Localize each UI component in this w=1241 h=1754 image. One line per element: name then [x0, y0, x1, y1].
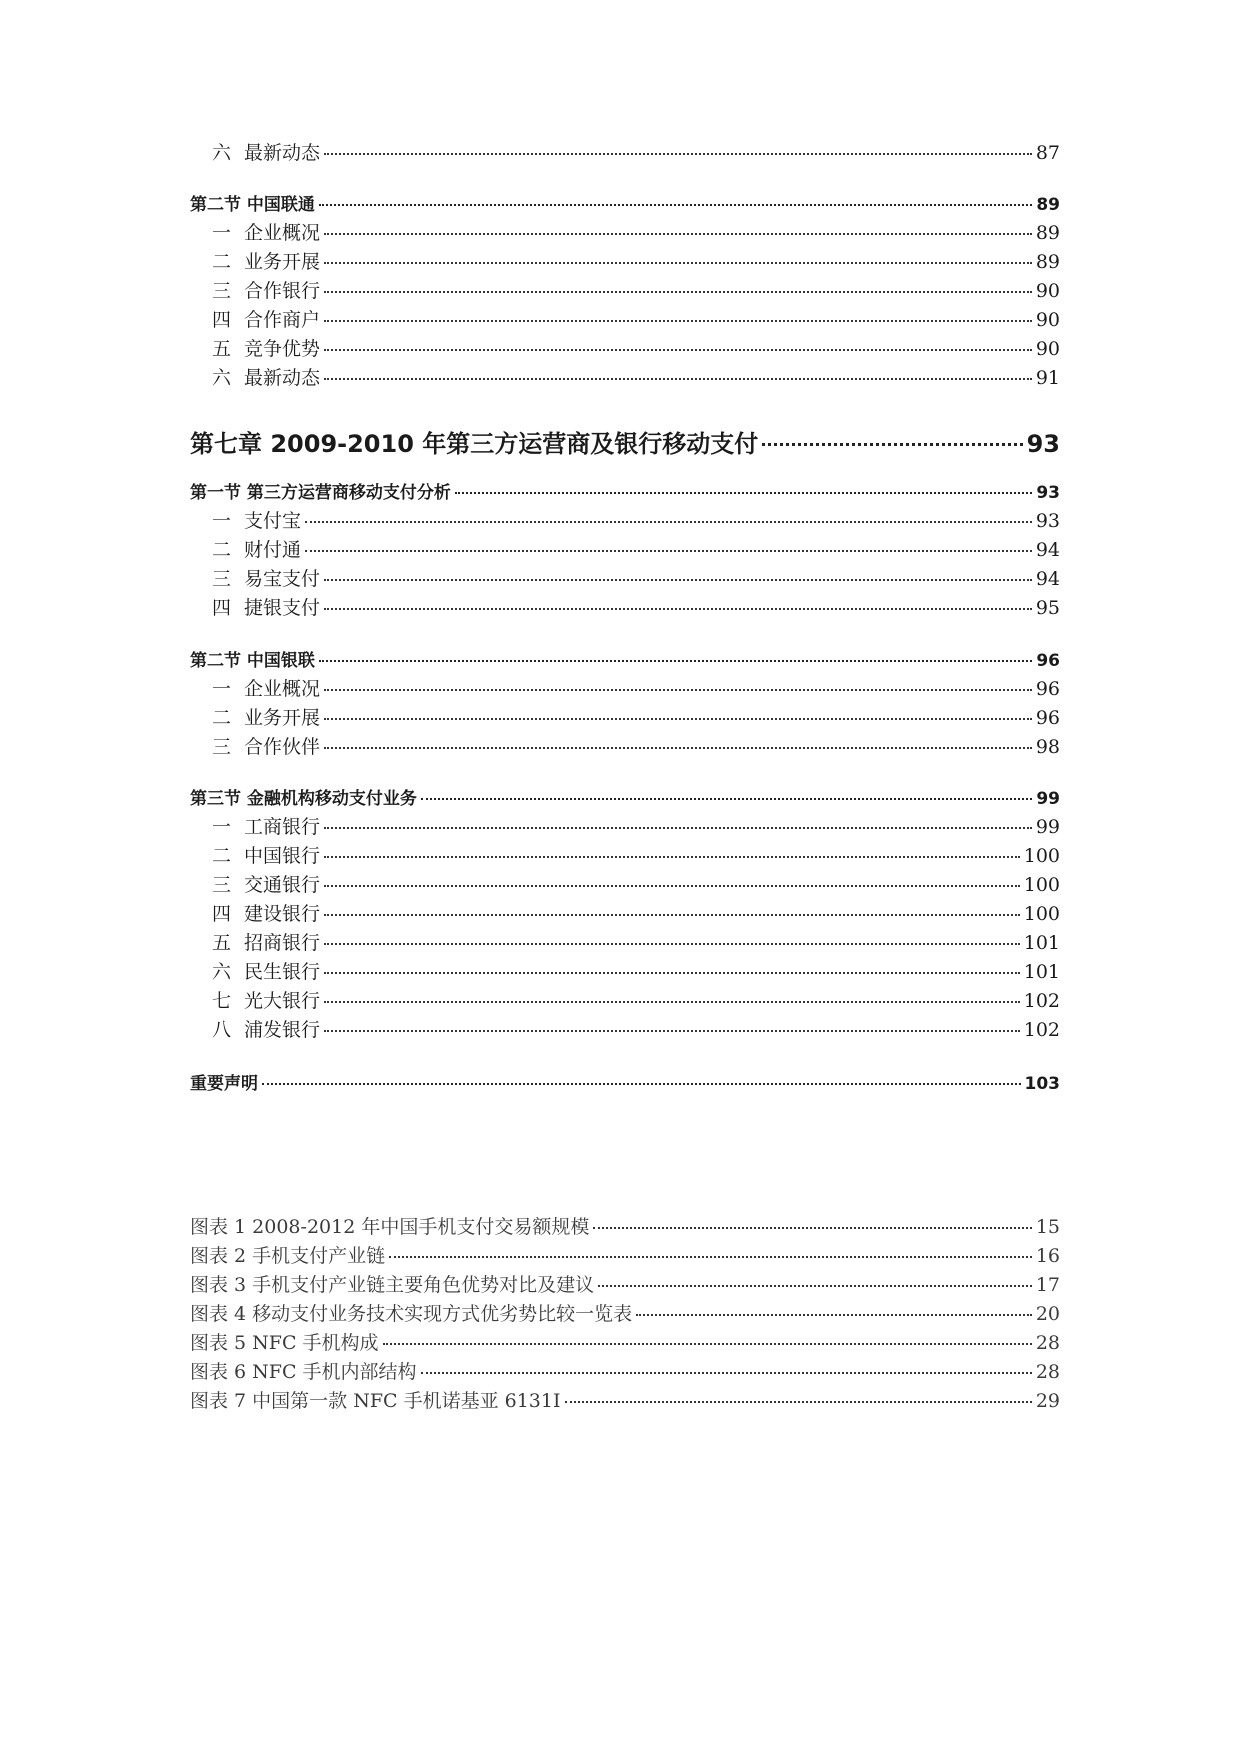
toc-page-number: 28: [1035, 1361, 1060, 1383]
toc-page-number: 17: [1035, 1274, 1060, 1296]
toc-section-label: 第二节 中国银联: [190, 651, 315, 671]
toc-entry-text: 光大银行: [244, 990, 321, 1012]
dot-leader: [324, 942, 1020, 945]
toc-entry[interactable]: [190, 276, 1060, 303]
toc-entry-label: [212, 812, 320, 839]
toc-entry-label: [212, 986, 320, 1013]
dot-leader: [762, 442, 1022, 446]
dot-leader: [421, 797, 1032, 800]
toc-entry-text: 工商银行: [244, 816, 321, 838]
dot-leader: [324, 826, 1032, 829]
toc-page-number: 94: [1035, 539, 1060, 561]
toc-page-number: 16: [1035, 1245, 1060, 1267]
toc-entry-label: [212, 305, 320, 332]
toc-entry-label: [212, 674, 320, 701]
toc-entry[interactable]: [190, 138, 1060, 165]
toc-entry-text: 捷银支付: [244, 597, 321, 619]
dot-leader: [324, 971, 1020, 974]
toc-entry[interactable]: [190, 247, 1060, 274]
toc-entry-text: 合作商户: [244, 309, 321, 331]
toc-entry-number: 五: [212, 338, 232, 360]
figure-entry[interactable]: [190, 1270, 1060, 1297]
toc-page-number: 95: [1035, 597, 1060, 619]
figure-entry[interactable]: [190, 1386, 1060, 1413]
toc-entry[interactable]: [190, 674, 1060, 701]
toc-entry[interactable]: [190, 986, 1060, 1013]
toc-entry[interactable]: [190, 218, 1060, 245]
dot-leader: [324, 855, 1020, 858]
toc-section-label: 第一节 第三方运营商移动支付分析: [190, 483, 451, 503]
toc-section[interactable]: [190, 784, 1060, 809]
toc-page-number: 90: [1035, 309, 1060, 331]
figure-entry[interactable]: [190, 1212, 1060, 1239]
toc-entry[interactable]: [190, 1015, 1060, 1042]
toc-page-number: 93: [1026, 430, 1060, 458]
toc-entry[interactable]: [190, 593, 1060, 620]
toc-entry[interactable]: [190, 334, 1060, 361]
toc-entry-number: 二: [212, 845, 232, 867]
toc-page-number: 102: [1023, 1019, 1060, 1041]
toc-chapter[interactable]: [190, 424, 1060, 459]
toc-entry-number: 一: [212, 510, 232, 532]
toc-entry-text: 最新动态: [244, 142, 321, 164]
toc-entry-label: [212, 506, 301, 533]
toc-entry-number: 一: [212, 816, 232, 838]
toc-page-number: 91: [1035, 367, 1060, 389]
toc-page-number: 99: [1035, 816, 1060, 838]
toc-entry-text: 企业概况: [244, 678, 321, 700]
toc-entry-label: [212, 928, 320, 955]
dot-leader: [324, 717, 1032, 720]
toc-page-number: 96: [1035, 707, 1060, 729]
toc-entry-text: 交通银行: [244, 874, 321, 896]
toc-entry-text: 建设银行: [244, 903, 321, 925]
toc-page-number: 87: [1035, 142, 1060, 164]
toc-entry-text: 民生银行: [244, 961, 321, 983]
dot-leader: [305, 520, 1032, 523]
toc-section[interactable]: [190, 478, 1060, 503]
toc-entry-text: 招商银行: [244, 932, 321, 954]
toc-entry-number: 三: [212, 280, 232, 302]
toc-section-label: 第二节 中国联通: [190, 195, 315, 215]
toc-entry-number: 七: [212, 990, 232, 1012]
toc-section[interactable]: [190, 190, 1060, 215]
dot-leader: [324, 1000, 1020, 1003]
toc-entry-label: [212, 334, 320, 361]
toc-entry-number: 四: [212, 597, 232, 619]
dot-leader: [455, 491, 1032, 494]
toc-section[interactable]: [190, 1069, 1060, 1094]
dot-leader: [421, 1371, 1032, 1374]
toc-page-number: 102: [1023, 990, 1060, 1012]
toc-entry-label: [212, 593, 320, 620]
dot-leader: [324, 348, 1032, 351]
toc-page-number: 100: [1023, 845, 1060, 867]
toc-entry-text: 最新动态: [244, 367, 321, 389]
toc-entry-number: 二: [212, 251, 232, 273]
toc-page-number: 90: [1035, 338, 1060, 360]
dot-leader: [305, 549, 1032, 552]
toc-entry-label: [212, 732, 320, 759]
toc-entry-number: 六: [212, 142, 232, 164]
toc-entry-number: 八: [212, 1019, 232, 1041]
dot-leader: [389, 1255, 1032, 1258]
toc-page-number: 99: [1036, 789, 1060, 809]
toc-entry[interactable]: [190, 363, 1060, 390]
toc-page-number: 20: [1035, 1303, 1060, 1325]
toc-entry-number: 三: [212, 874, 232, 896]
toc-section[interactable]: [190, 646, 1060, 671]
toc-entry-label: 图表 7 中国第一款 NFC 手机诺基亚 6131I: [190, 1390, 561, 1412]
dot-leader: [324, 746, 1032, 749]
toc-entry-label: [212, 841, 320, 868]
dot-leader: [324, 884, 1020, 887]
toc-entry-label: [212, 703, 320, 730]
toc-entry-number: 四: [212, 903, 232, 925]
toc-page-number: 101: [1023, 961, 1060, 983]
toc-page-number: 93: [1035, 510, 1060, 532]
toc-page-number: 89: [1035, 251, 1060, 273]
toc-page-number: 96: [1035, 678, 1060, 700]
toc-entry-number: 六: [212, 961, 232, 983]
dot-leader: [319, 659, 1032, 662]
toc-entry-label: [212, 276, 320, 303]
dot-leader: [324, 913, 1020, 916]
toc-page-number: 89: [1035, 222, 1060, 244]
figure-entry[interactable]: [190, 1357, 1060, 1384]
dot-leader: [324, 377, 1032, 380]
figure-entry[interactable]: [190, 1241, 1060, 1268]
toc-entry-number: 五: [212, 932, 232, 954]
dot-leader: [324, 688, 1032, 691]
toc-entry-label: [212, 957, 320, 984]
dot-leader: [383, 1342, 1032, 1345]
toc-entry-text: 支付宝: [244, 510, 302, 532]
toc-entry[interactable]: [190, 703, 1060, 730]
toc-entry-label: [212, 363, 320, 390]
dot-leader: [598, 1284, 1032, 1287]
figure-label: 图表 1 2008-2012 年中国手机支付交易额规模: [190, 1216, 590, 1238]
dot-leader: [636, 1313, 1032, 1316]
toc-entry-label: [212, 899, 320, 926]
toc-page-number: 100: [1023, 903, 1060, 925]
toc-entry-text: 竞争优势: [244, 338, 321, 360]
toc-entry-label: [212, 218, 320, 245]
toc-entry-number: 一: [212, 222, 232, 244]
toc-entry-label: [212, 138, 320, 165]
toc-entry[interactable]: [190, 535, 1060, 562]
toc-entry[interactable]: [190, 564, 1060, 591]
toc-page-number: 94: [1035, 568, 1060, 590]
toc-entry-text: 财付通: [244, 539, 302, 561]
toc-entry[interactable]: [190, 841, 1060, 868]
toc-entry-label: 图表 4 移动支付业务技术实现方式优劣势比较一览表: [190, 1303, 633, 1325]
toc-entry[interactable]: [190, 506, 1060, 533]
toc-entry-label: [212, 870, 320, 897]
toc-page-number: 29: [1035, 1390, 1060, 1412]
toc-entry-number: 三: [212, 568, 232, 590]
dot-leader: [324, 1029, 1020, 1032]
dot-leader: [262, 1082, 1021, 1085]
dot-leader: [324, 261, 1032, 264]
figure-entry[interactable]: [190, 1328, 1060, 1355]
toc-entry-label: 图表 3 手机支付产业链主要角色优势对比及建议: [190, 1274, 595, 1296]
toc-entry-text: 合作伙伴: [244, 736, 321, 758]
toc-entry-text: 浦发银行: [244, 1019, 321, 1041]
toc-entry-text: 合作银行: [244, 280, 321, 302]
toc-entry-label: 图表 5 NFC 手机构成: [190, 1332, 379, 1354]
toc-page-number: 100: [1023, 874, 1060, 896]
toc-entry-label: [212, 247, 320, 274]
figure-page-number: 15: [1035, 1216, 1060, 1238]
toc-entry-number: 一: [212, 678, 232, 700]
toc-entry[interactable]: [190, 870, 1060, 897]
toc-entry[interactable]: [190, 812, 1060, 839]
toc-entry[interactable]: [190, 928, 1060, 955]
toc-page-number: 101: [1023, 932, 1060, 954]
dot-leader: [324, 232, 1032, 235]
toc-entry-number: 三: [212, 736, 232, 758]
toc-entry-text: 业务开展: [244, 251, 321, 273]
toc-entry-label: [212, 1015, 320, 1042]
toc-page-number: 96: [1036, 651, 1060, 671]
dot-leader: [324, 152, 1032, 155]
toc-section-label: 第三节 金融机构移动支付业务: [190, 789, 417, 809]
toc-entry-text: 中国银行: [244, 845, 321, 867]
toc-entry[interactable]: [190, 732, 1060, 759]
toc-page-number: 89: [1036, 195, 1060, 215]
toc-entry[interactable]: [190, 899, 1060, 926]
toc-entry-label: 图表 2 手机支付产业链: [190, 1245, 386, 1267]
toc-page-number: 28: [1035, 1332, 1060, 1354]
dot-leader: [565, 1400, 1032, 1403]
dot-leader: [324, 290, 1032, 293]
figure-entry[interactable]: [190, 1299, 1060, 1326]
toc-entry-number: 二: [212, 539, 232, 561]
toc-page-number: 90: [1035, 280, 1060, 302]
dot-leader: [324, 578, 1032, 581]
toc-entry-number: 四: [212, 309, 232, 331]
toc-entry-label: [212, 564, 320, 591]
toc-entry-label: [212, 535, 301, 562]
toc-entry-text: 企业概况: [244, 222, 321, 244]
toc-page-number: 98: [1035, 736, 1060, 758]
toc-entry[interactable]: [190, 305, 1060, 332]
toc-entry-number: 六: [212, 367, 232, 389]
dot-leader: [593, 1226, 1031, 1229]
toc-entry-number: 二: [212, 707, 232, 729]
dot-leader: [319, 203, 1032, 206]
dot-leader: [324, 319, 1032, 322]
toc-entry[interactable]: [190, 957, 1060, 984]
toc-page-number: 103: [1024, 1074, 1060, 1094]
toc-page-number: 93: [1036, 483, 1060, 503]
dot-leader: [324, 607, 1032, 610]
toc-section-label: 重要声明: [190, 1074, 258, 1094]
toc-entry-text: 业务开展: [244, 707, 321, 729]
toc-chapter-label: 第七章 2009-2010 年第三方运营商及银行移动支付: [190, 430, 759, 458]
toc-entry-text: 易宝支付: [244, 568, 321, 590]
toc-entry-label: 图表 6 NFC 手机内部结构: [190, 1361, 417, 1383]
